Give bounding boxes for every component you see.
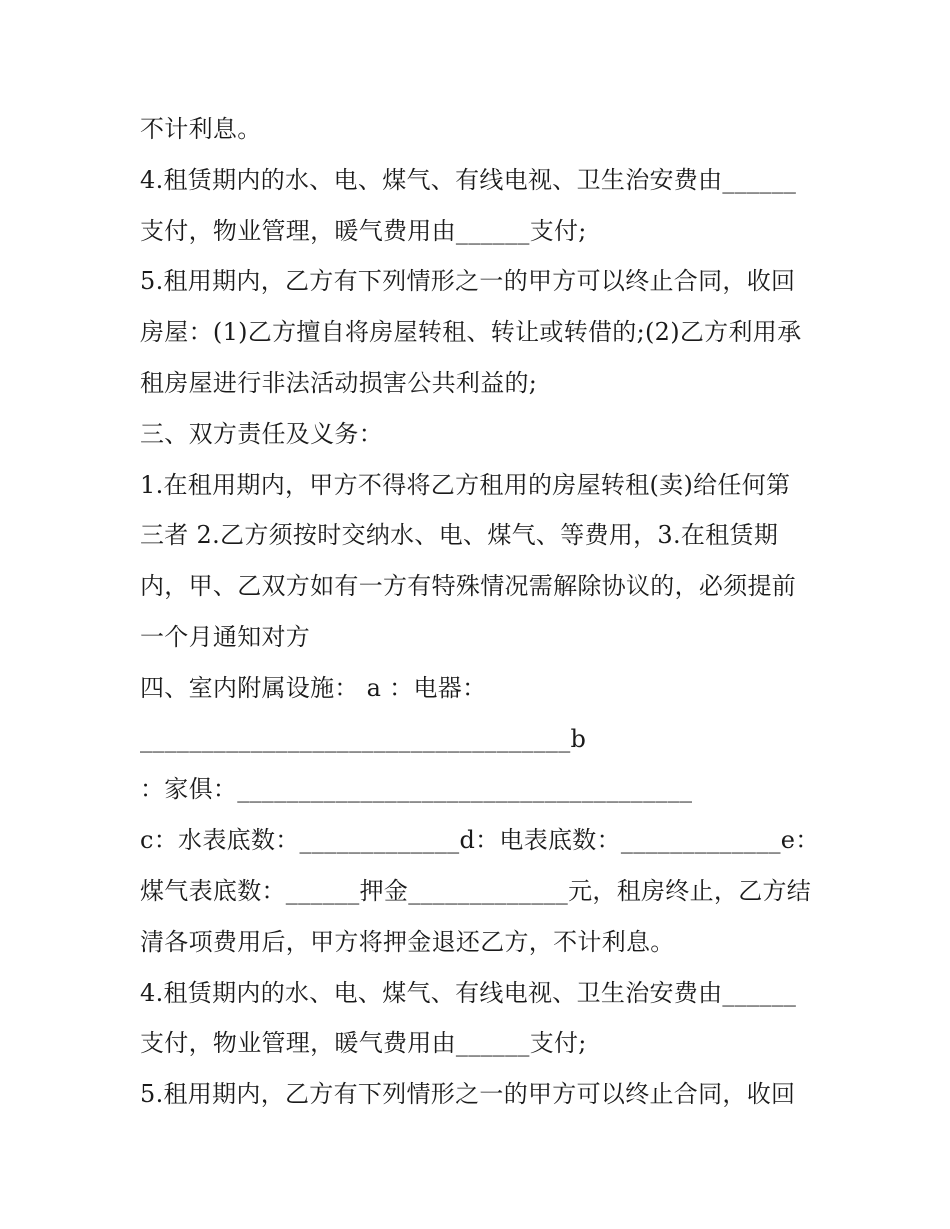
text-line: 一个月通知对方 xyxy=(140,622,311,651)
section-heading: 四、室内附属设施： a ：电器： xyxy=(140,673,487,702)
text-line: 4.租赁期内的水、电、煤气、有线电视、卫生治安费由______ xyxy=(140,978,797,1007)
text-line: 5.租用期内，乙方有下列情形之一的甲方可以终止合同，收回 xyxy=(140,1080,796,1109)
text-line: ___________________________________b xyxy=(140,724,587,753)
text-line: 清各项费用后，甲方将押金退还乙方，不计利息。 xyxy=(140,927,675,956)
text-line: 1.在租用期内，甲方不得将乙方租用的房屋转租(卖)给任何第 xyxy=(140,470,791,499)
text-line: 三者 2.乙方须按时交纳水、电、煤气、等费用，3.在租赁期 xyxy=(140,521,779,550)
text-line: 4.租赁期内的水、电、煤气、有线电视、卫生治安费由______ xyxy=(140,165,797,194)
section-heading: 三、双方责任及义务： xyxy=(140,419,383,448)
text-line: ：家俱：_____________________________________ xyxy=(140,775,693,804)
text-line: c：水表底数：_____________d：电表底数：_____________e： xyxy=(140,826,820,855)
text-line: 房屋：(1)乙方擅自将房屋转租、转让或转借的;(2)乙方利用承 xyxy=(140,318,802,347)
text-line: 支付，物业管理，暖气费用由______支付; xyxy=(140,216,587,245)
text-line: 不计利息。 xyxy=(140,115,262,143)
text-line: 5.租用期内，乙方有下列情形之一的甲方可以终止合同，收回 xyxy=(140,267,796,296)
document-body xyxy=(140,104,820,1120)
text-line: 租房屋进行非法活动损害公共利益的; xyxy=(140,368,538,397)
text-line: 煤气表底数：______押金_____________元，租房终止，乙方结 xyxy=(140,876,812,905)
text-line: 支付，物业管理，暖气费用由______支付; xyxy=(140,1029,587,1058)
text-line: 内，甲、乙双方如有一方有特殊情况需解除协议的，必须提前 xyxy=(140,572,797,601)
